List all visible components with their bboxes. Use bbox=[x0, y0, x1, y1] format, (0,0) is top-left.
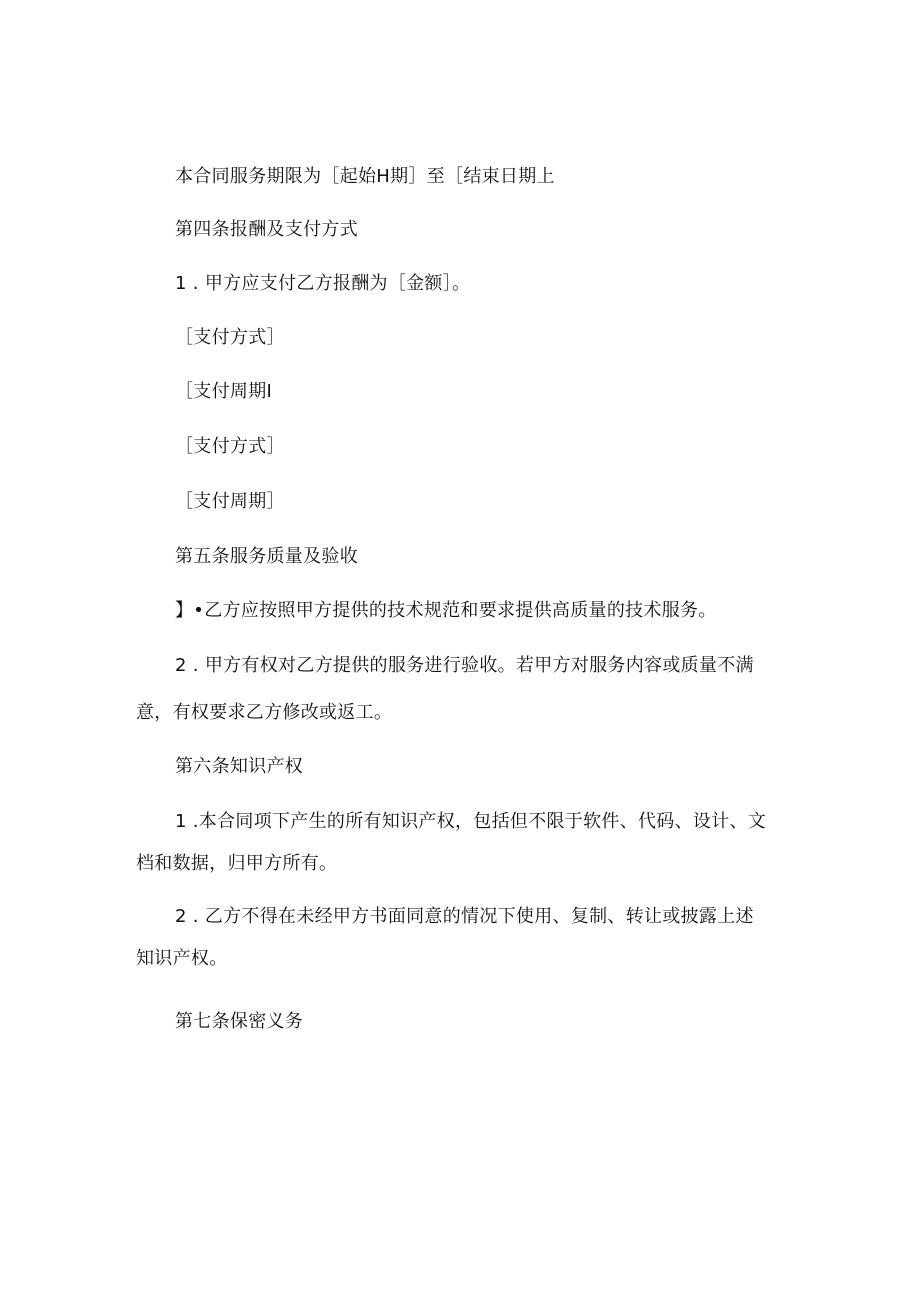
article-5-item-2-line-2: 意，有权要求乙方修改或返工。 bbox=[136, 702, 393, 723]
article-6-item-1-line-2: 档和数据，归甲方所有。 bbox=[136, 853, 338, 874]
article-6-item-2-line-1: 2 . 乙方不得在未经甲方书面同意的情况下使用、复制、转让或披露上述 bbox=[175, 906, 754, 927]
article-4-item-1: 1 . 甲方应支付乙方报酬为［金额］。 bbox=[175, 273, 471, 294]
article-5-item-2-line-1: 2 . 甲方有权对乙方提供的服务进行验收。若甲方对服务内容或质量不满 bbox=[175, 655, 754, 676]
payment-method-placeholder-2: ［支付方式］ bbox=[175, 436, 285, 457]
payment-method-placeholder-1: ［支付方式］ bbox=[175, 327, 285, 348]
payment-period-placeholder-2: ［支付周期］ bbox=[175, 491, 285, 512]
article-7-title: 第七条保密义务 bbox=[175, 1011, 304, 1032]
article-5-item-1: 】•乙方应按照甲方提供的技术规范和要求提供高质量的技术服务。 bbox=[175, 600, 717, 621]
article-5-title: 第五条服务质量及验收 bbox=[175, 546, 358, 567]
service-term-line: 本合同服务期限为［起始H期］至［结束日期上 bbox=[175, 166, 555, 187]
article-6-title: 第六条知识产权 bbox=[175, 756, 304, 777]
article-4-title: 第四条报酬及支付方式 bbox=[175, 219, 358, 240]
article-6-item-2-line-2: 知识产权。 bbox=[136, 948, 228, 969]
payment-period-placeholder-1: ［支付周期I bbox=[175, 381, 273, 402]
article-6-item-1-line-1: 1 .本合同项下产生的所有知识产权，包括但不限于软件、代码、设计、文 bbox=[175, 811, 767, 832]
